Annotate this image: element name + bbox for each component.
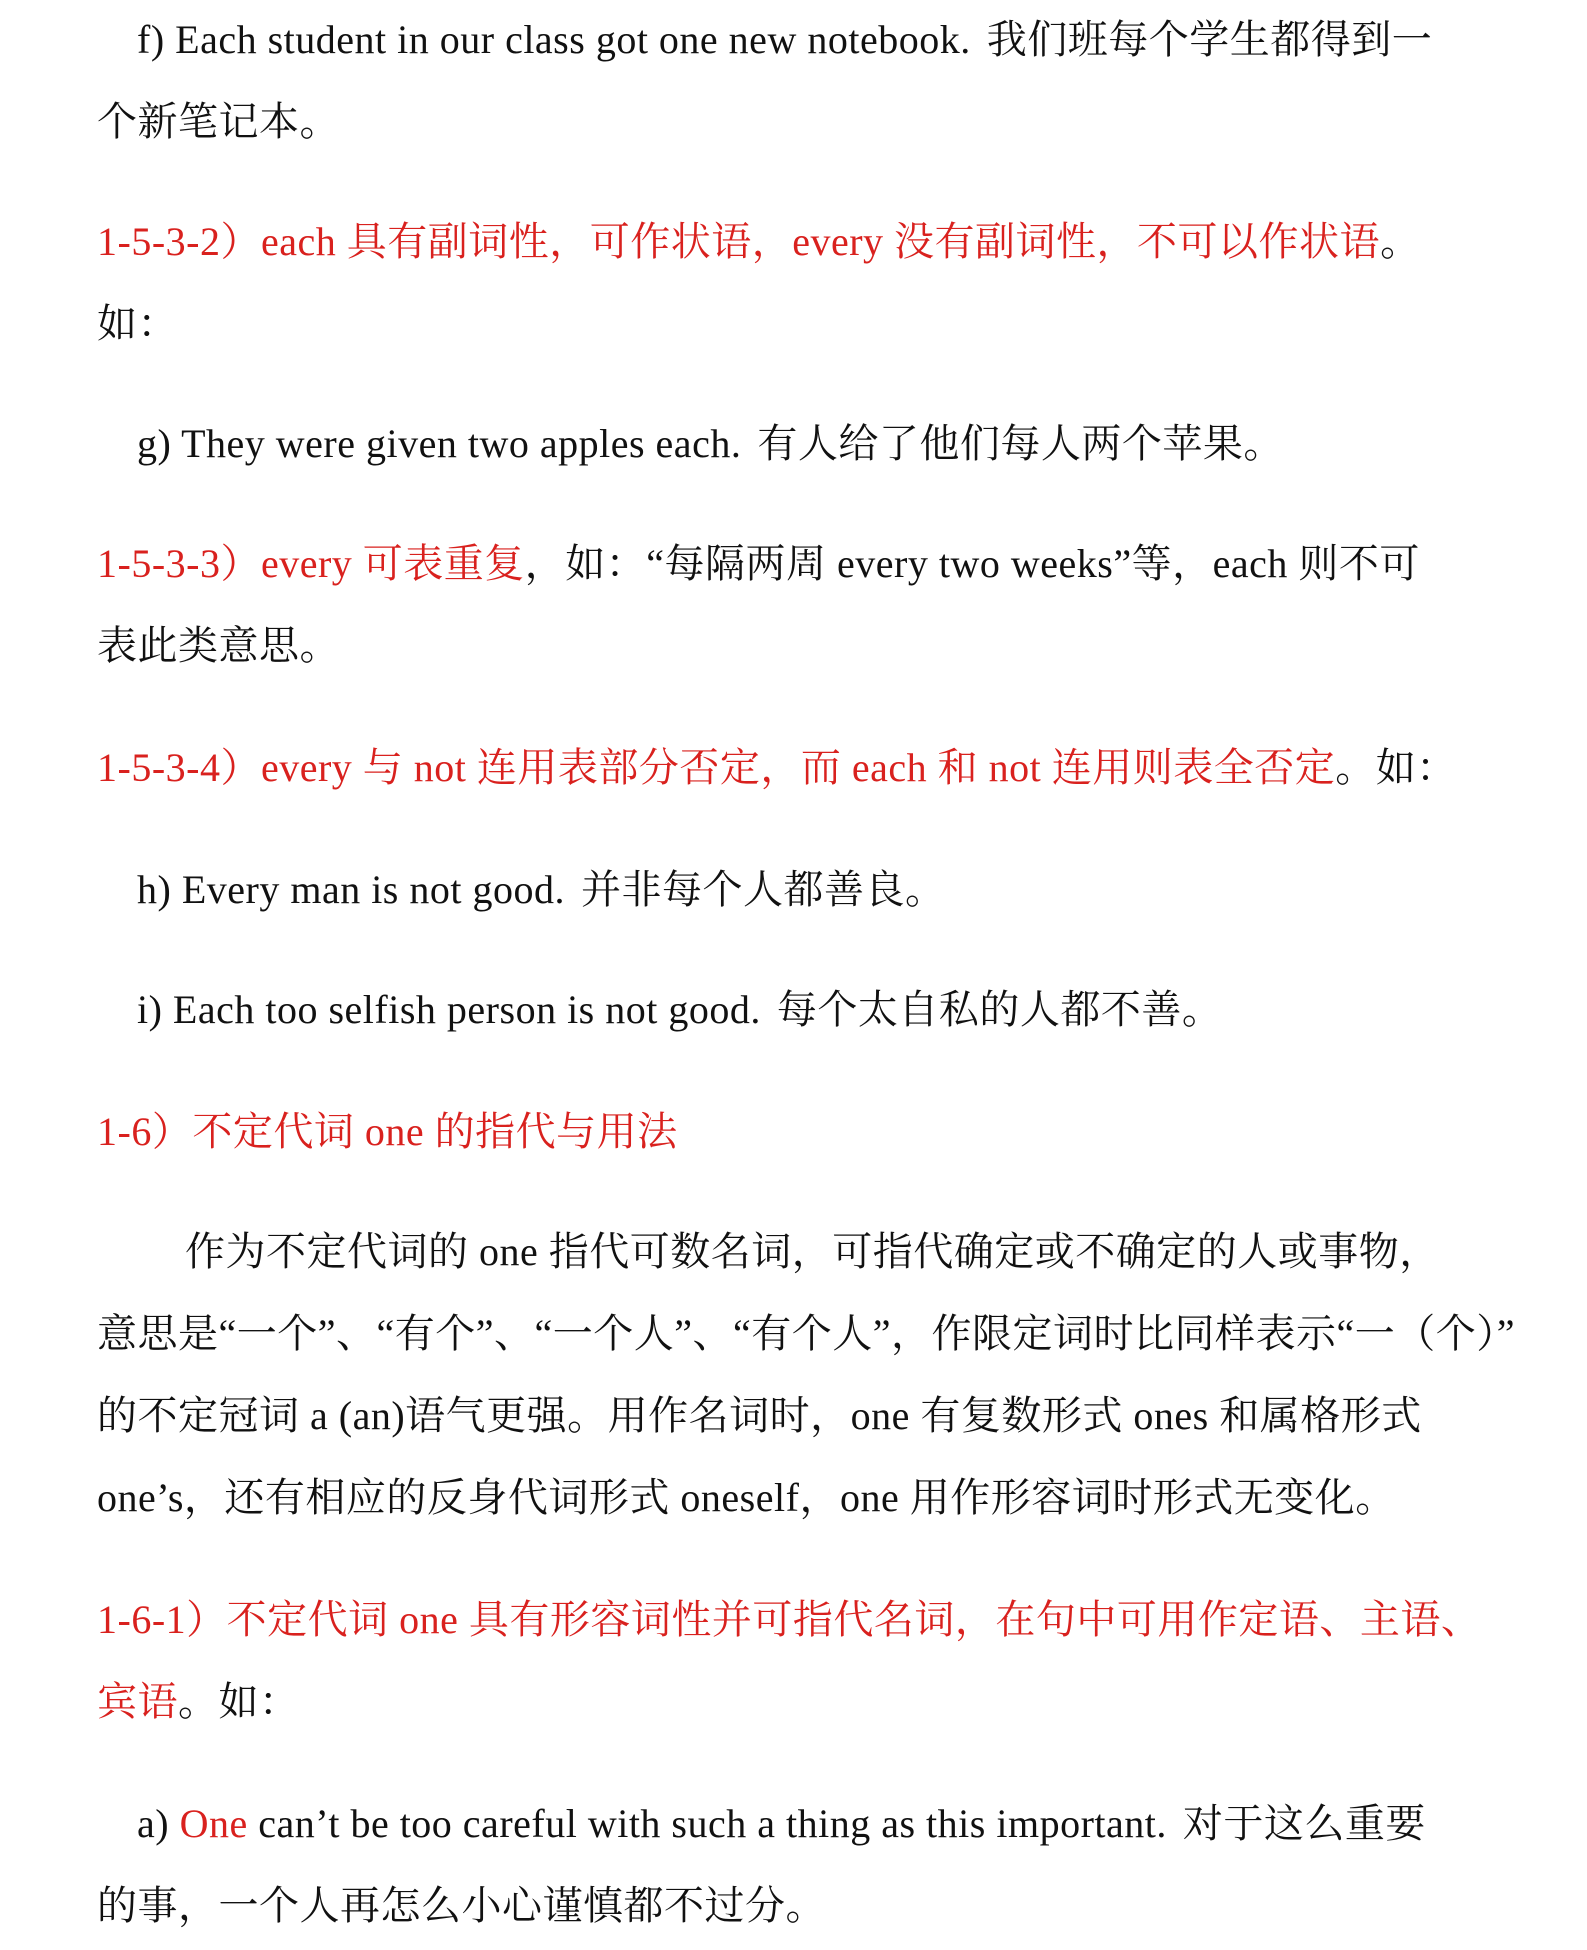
example-a-highlight: One [179, 1801, 248, 1846]
heading-1-6: 1-6）不定代词 one 的指代与用法 [97, 1109, 678, 1154]
example-g-english: g) They were given two apples each. [137, 421, 742, 466]
example-h-english: h) Every man is not good. [137, 867, 565, 912]
example-g [137, 420, 1537, 468]
example-a-english: can’t be too careful with such a thing as this important. [247, 1801, 1167, 1846]
heading-1-5-3-3-rest: ，如：“每隔两周 every two weeks”等，each 则不可 [524, 541, 1420, 586]
paragraph-line-1: 作为不定代词的 one 指代可数名词，可指代确定或不确定的人或事物， [185, 1229, 1440, 1274]
heading-1-5-3-2-text: 1-5-3-2）each 具有副词性，可作状语，every 没有副词性，不可以作状语 [97, 219, 1381, 264]
heading-1-5-3-2-continuation: 如： [97, 301, 178, 346]
example-a-prefix: a) [137, 1801, 180, 1846]
heading-1-5-3-3-continuation: 表此类意思。 [97, 623, 340, 668]
paragraph-line-4: one’s，还有相应的反身代词形式 oneself，one 用作形容词时形式无变化。 [97, 1475, 1396, 1520]
heading-1-5-3-3-text: 1-5-3-3）every 可表重复 [97, 541, 525, 586]
example-f-continuation: 个新笔记本。 [97, 99, 340, 144]
heading-1-5-3-4 [97, 744, 1497, 792]
example-h-chinese: 并非每个人都善良。 [581, 867, 946, 912]
example-a [137, 1800, 1537, 1848]
example-f-english: f) Each student in our class got one new notebook. [137, 17, 971, 62]
paragraph-line-2: 意思是“一个”、“有个”、“一个人”、“有个人”，作限定词时比同样表示“一（个）” [97, 1311, 1516, 1356]
paragraph-line-3: 的不定冠词 a (an)语气更强。用作名词时，one 有复数形式 ones 和属格形式 [97, 1393, 1422, 1438]
example-i-english: i) Each too selfish person is not good. [137, 987, 761, 1032]
example-i-chinese: 每个太自私的人都不善。 [776, 987, 1223, 1032]
example-a-chinese: 对于这么重要 [1182, 1801, 1426, 1846]
example-a-continuation: 的事，一个人再怎么小心谨慎都不过分。 [97, 1883, 826, 1928]
example-f [137, 16, 1537, 64]
example-g-chinese: 有人给了他们每人两个苹果。 [757, 421, 1284, 466]
heading-1-6-1-continuation-red: 宾语 [97, 1679, 178, 1724]
heading-1-5-3-4-rest: 。如： [1335, 745, 1457, 790]
heading-1-5-3-4-text: 1-5-3-4）every 与 not 连用表部分否定，而 each 和 not 连用则表全否定 [97, 745, 1336, 790]
heading-1-5-3-3 [97, 540, 1497, 588]
heading-1-5-3-2 [97, 218, 1497, 266]
heading-1-6-1-continuation-rest: 。如： [178, 1679, 300, 1724]
heading-1-6-1-continuation [97, 1678, 1497, 1726]
example-i [137, 986, 1537, 1034]
heading-1-5-3-2-period: 。 [1380, 219, 1421, 264]
example-f-chinese: 我们班每个学生都得到一 [986, 17, 1433, 62]
heading-1-6-1: 1-6-1）不定代词 one 具有形容词性并可指代名词，在句中可用作定语、主语、 [97, 1597, 1482, 1642]
example-h [137, 866, 1537, 914]
